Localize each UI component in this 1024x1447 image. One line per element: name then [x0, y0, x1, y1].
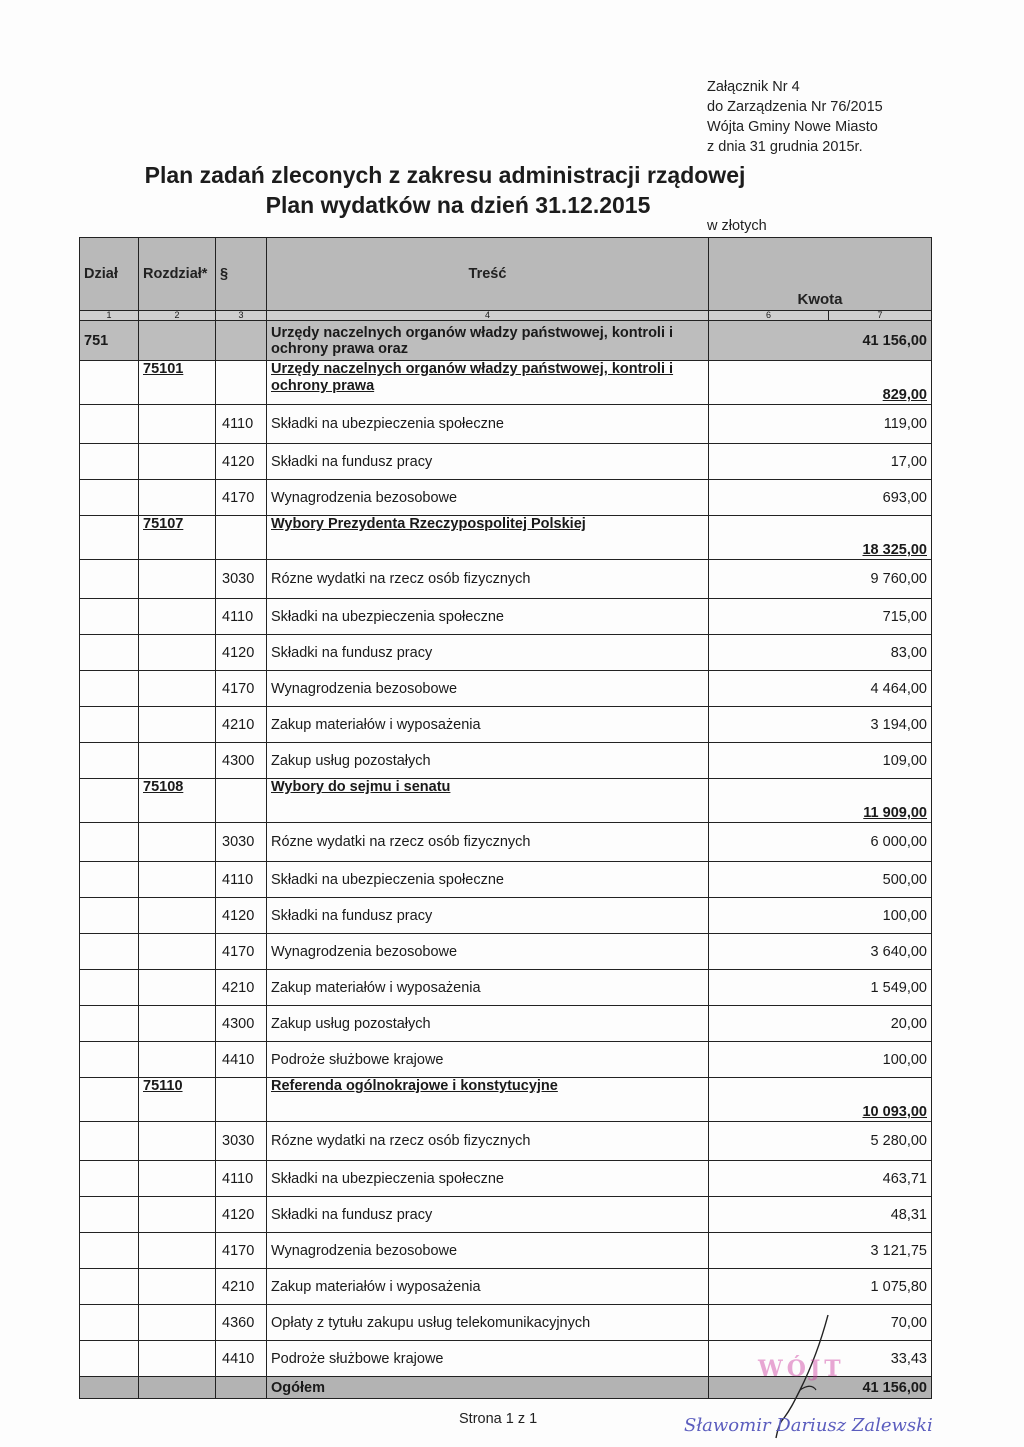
page-footer: Strona 1 z 1 — [459, 1411, 538, 1427]
item-row — [80, 970, 932, 1006]
item-paragraf: 4360 — [216, 1305, 267, 1341]
rozdzial-row — [80, 516, 932, 560]
attachment-line: do Zarządzenia Nr 76/2015 — [707, 99, 883, 115]
total-amount: 41 156,00 — [709, 1377, 932, 1399]
rozdzial-amount: 18 325,00 — [709, 516, 932, 560]
rozdzial-tresc: Wybory do sejmu i senatu — [267, 779, 709, 823]
item-amount: 715,00 — [709, 599, 932, 635]
item-amount: 3 121,75 — [709, 1233, 932, 1269]
item-amount: 83,00 — [709, 635, 932, 671]
item-amount: 1 075,80 — [709, 1269, 932, 1305]
item-tresc: Rózne wydatki na rzecz osób fizycznych — [267, 1122, 709, 1161]
item-tresc: Wynagrodzenia bezosobowe — [267, 934, 709, 970]
item-row — [80, 1269, 932, 1305]
item-tresc: Składki na fundusz pracy — [267, 898, 709, 934]
stamp-title: WÓJT — [758, 1356, 845, 1382]
item-tresc: Rózne wydatki na rzecz osób fizycznych — [267, 823, 709, 862]
expense-plan-table — [79, 237, 932, 1399]
item-paragraf: 4410 — [216, 1042, 267, 1078]
rozdzial-code: 75101 — [139, 361, 216, 405]
rozdzial-code: 75107 — [139, 516, 216, 560]
rozdzial-code: 75110 — [139, 1078, 216, 1122]
item-amount: 3 194,00 — [709, 707, 932, 743]
item-tresc: Składki na fundusz pracy — [267, 635, 709, 671]
rozdzial-row — [80, 1078, 932, 1122]
item-amount: 6 000,00 — [709, 823, 932, 862]
item-row — [80, 560, 932, 599]
item-amount: 1 549,00 — [709, 970, 932, 1006]
item-tresc: Zakup usług pozostałych — [267, 1006, 709, 1042]
item-tresc: Składki na fundusz pracy — [267, 444, 709, 480]
item-amount: 463,71 — [709, 1161, 932, 1197]
item-paragraf: 4210 — [216, 1269, 267, 1305]
item-row — [80, 898, 932, 934]
header-paragraf: § — [216, 238, 267, 311]
col-number: 4 — [267, 311, 709, 321]
item-paragraf: 4110 — [216, 405, 267, 444]
item-paragraf: 4120 — [216, 635, 267, 671]
item-tresc: Opłaty z tytułu zakupu usług telekomunikacyjnych — [267, 1305, 709, 1341]
total-label: Ogółem — [267, 1377, 709, 1399]
attachment-line: z dnia 31 grudnia 2015r. — [707, 139, 863, 155]
item-row — [80, 934, 932, 970]
col-number: 3 — [216, 311, 267, 321]
item-paragraf: 4170 — [216, 1233, 267, 1269]
item-row — [80, 599, 932, 635]
item-tresc: Składki na ubezpieczenia społeczne — [267, 405, 709, 444]
rozdzial-row — [80, 779, 932, 823]
document-subtitle: Plan wydatków na dzień 31.12.2015 — [265, 192, 651, 218]
item-paragraf: 4300 — [216, 743, 267, 779]
item-amount: 3 640,00 — [709, 934, 932, 970]
item-row — [80, 707, 932, 743]
item-tresc: Składki na ubezpieczenia społeczne — [267, 862, 709, 898]
item-paragraf: 4170 — [216, 934, 267, 970]
item-paragraf: 4110 — [216, 862, 267, 898]
item-row — [80, 1042, 932, 1078]
item-row — [80, 823, 932, 862]
attachment-line: Załącznik Nr 4 — [707, 79, 800, 95]
item-paragraf: 4110 — [216, 599, 267, 635]
item-amount: 100,00 — [709, 1042, 932, 1078]
rozdzial-amount: 10 093,00 — [709, 1078, 932, 1122]
item-tresc: Składki na ubezpieczenia społeczne — [267, 1161, 709, 1197]
item-paragraf: 3030 — [216, 1122, 267, 1161]
item-tresc: Zakup materiałów i wyposażenia — [267, 970, 709, 1006]
header-rozdzial: Rozdział* — [139, 238, 216, 311]
item-row — [80, 480, 932, 516]
header-row — [80, 238, 932, 311]
item-row — [80, 743, 932, 779]
item-amount: 70,00 — [709, 1305, 932, 1341]
item-tresc: Wynagrodzenia bezosobowe — [267, 1233, 709, 1269]
document-title: Plan zadań zleconych z zakresu administracji rządowej — [144, 162, 746, 188]
rozdzial-amount: 11 909,00 — [709, 779, 932, 823]
col-number: 2 — [139, 311, 216, 321]
rozdzial-tresc: Referenda ogólnokrajowe i konstytucyjne — [267, 1078, 709, 1122]
item-paragraf: 4300 — [216, 1006, 267, 1042]
item-amount: 9 760,00 — [709, 560, 932, 599]
item-row — [80, 1197, 932, 1233]
item-paragraf: 4120 — [216, 1197, 267, 1233]
header-tresc: Treść — [267, 238, 709, 311]
item-tresc: Składki na fundusz pracy — [267, 1197, 709, 1233]
item-paragraf: 4210 — [216, 970, 267, 1006]
item-tresc: Wynagrodzenia bezosobowe — [267, 480, 709, 516]
item-tresc: Zakup materiałów i wyposażenia — [267, 707, 709, 743]
item-paragraf: 4210 — [216, 707, 267, 743]
item-tresc: Podroże służbowe krajowe — [267, 1341, 709, 1377]
item-row — [80, 1006, 932, 1042]
dzial-amount: 41 156,00 — [709, 321, 932, 361]
item-amount: 109,00 — [709, 743, 932, 779]
item-row — [80, 671, 932, 707]
item-amount: 100,00 — [709, 898, 932, 934]
item-amount: 20,00 — [709, 1006, 932, 1042]
item-amount: 693,00 — [709, 480, 932, 516]
col-number: 1 — [80, 311, 139, 321]
header-kwota: Kwota — [709, 238, 932, 311]
item-paragraf: 4170 — [216, 671, 267, 707]
item-paragraf: 4120 — [216, 444, 267, 480]
item-amount: 500,00 — [709, 862, 932, 898]
item-paragraf: 4110 — [216, 1161, 267, 1197]
item-tresc: Zakup usług pozostałych — [267, 743, 709, 779]
item-amount: 48,31 — [709, 1197, 932, 1233]
item-tresc: Rózne wydatki na rzecz osób fizycznych — [267, 560, 709, 599]
dzial-row — [80, 321, 932, 361]
item-paragraf: 4170 — [216, 480, 267, 516]
col-number: 7 — [829, 311, 932, 321]
rozdzial-code: 75108 — [139, 779, 216, 823]
item-tresc: Wynagrodzenia bezosobowe — [267, 671, 709, 707]
item-amount: 4 464,00 — [709, 671, 932, 707]
item-amount: 33,43 — [709, 1341, 932, 1377]
item-paragraf: 3030 — [216, 823, 267, 862]
item-row — [80, 635, 932, 671]
item-tresc: Składki na ubezpieczenia społeczne — [267, 599, 709, 635]
item-tresc: Podroże służbowe krajowe — [267, 1042, 709, 1078]
item-amount: 119,00 — [709, 405, 932, 444]
signatory-name: Sławomir Dariusz Zalewski — [684, 1415, 933, 1436]
rozdzial-amount: 829,00 — [709, 361, 932, 405]
item-row — [80, 405, 932, 444]
attachment-line: Wójta Gminy Nowe Miasto — [707, 119, 878, 135]
item-row — [80, 1161, 932, 1197]
col-number: 6 — [709, 311, 829, 321]
item-row — [80, 862, 932, 898]
item-row — [80, 444, 932, 480]
item-tresc: Zakup materiałów i wyposażenia — [267, 1269, 709, 1305]
rozdzial-tresc: Wybory Prezydenta Rzeczypospolitej Polskiej — [267, 516, 709, 560]
rozdzial-tresc: Urzędy naczelnych organów władzy państwowej, kontroli i ochrony prawa — [267, 361, 709, 405]
dzial-code: 751 — [80, 321, 139, 361]
item-paragraf: 3030 — [216, 560, 267, 599]
item-amount: 17,00 — [709, 444, 932, 480]
item-paragraf: 4410 — [216, 1341, 267, 1377]
dzial-tresc: Urzędy naczelnych organów władzy państwowej, kontroli i ochrony prawa oraz — [267, 321, 709, 361]
item-row — [80, 1122, 932, 1161]
rozdzial-row — [80, 361, 932, 405]
item-row — [80, 1233, 932, 1269]
currency-unit: w złotych — [707, 218, 767, 234]
column-number-row — [80, 311, 932, 321]
item-paragraf: 4120 — [216, 898, 267, 934]
header-dzial: Dział — [80, 238, 139, 311]
attachment-note — [707, 77, 883, 157]
item-amount: 5 280,00 — [709, 1122, 932, 1161]
